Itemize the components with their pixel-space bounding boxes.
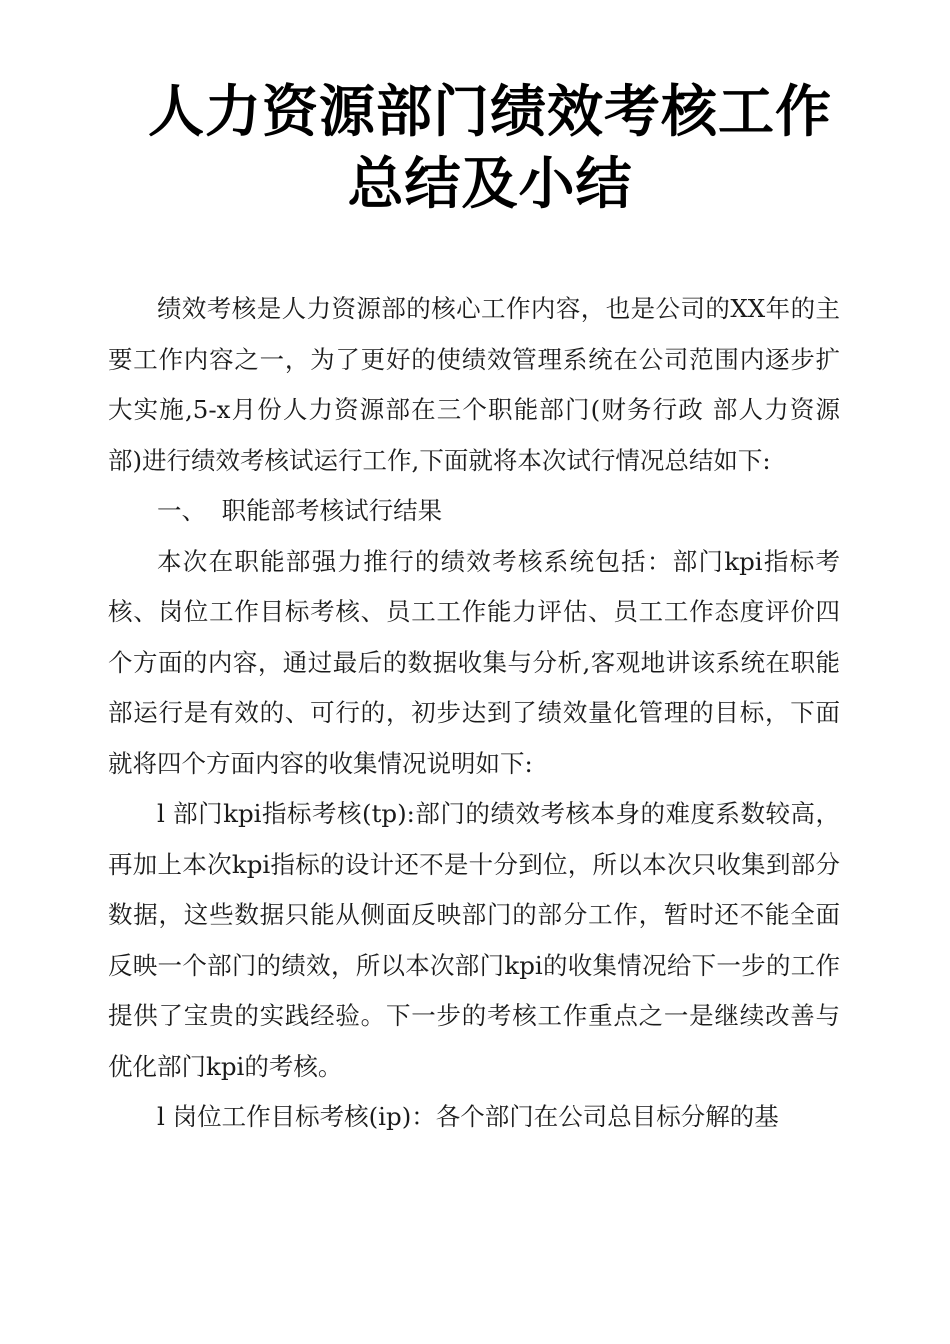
section-heading: 一、 职能部考核试行结果 [157, 496, 443, 525]
paragraph-position-goal: l 岗位工作目标考核(ip)：各个部门在公司总目标分解的基 [157, 1102, 779, 1131]
document-title-line-1: 人力资源部门绩效考核工作 [148, 80, 832, 145]
paragraph-intro: 绩效考核是人力资源部的核心工作内容，也是公司的XX年的主要工作内容之一，为了更好的使绩效管理系统在公司范围内逐步扩大实施,5-x月份人力资源部在三个职能部门(财务行政 部人力资源部)进行绩效考核试运行工作,下面就将本次试行情况总结如下: [108, 294, 840, 475]
paragraph-system: 本次在职能部强力推行的绩效考核系统包括：部门kpi指标考核、岗位工作目标考核、员工工作能力评估、员工工作态度评价四个方面的内容，通过最后的数据收集与分析,客观地讲该系统在职能部运行是有效的、可行的，初步达到了绩效量化管理的目标，下面就将四个方面内容的收集情况说明如下: [108, 546, 840, 778]
document-body [108, 284, 840, 1143]
document-title-line-2: 总结及小结 [347, 152, 633, 217]
paragraph-dept-kpi: l 部门kpi指标考核(tp):部门的绩效考核本身的难度系数较高，再加上本次kpi指标的设计还不是十分到位，所以本次只收集到部分数据，这些数据只能从侧面反映部门的部分工作，暂时还不能全面反映一个部门的绩效，所以本次部门kpi的收集情况给下一步的工作提供了宝贵的实践经验。下一步的考核工作重点之一是继续改善与优化部门kpi的考核。 [108, 799, 840, 1081]
